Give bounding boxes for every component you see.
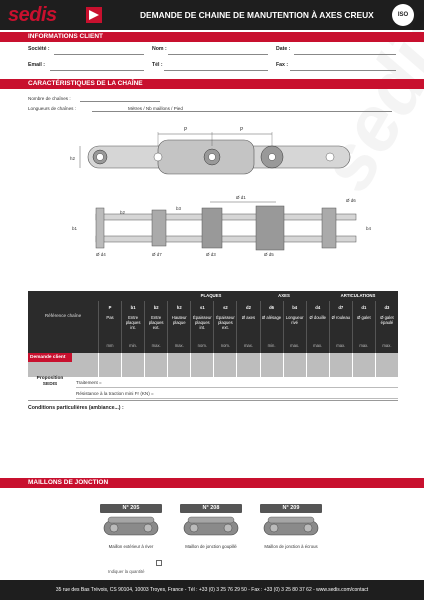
link-image [180,513,242,539]
spec-unit: max. [336,343,346,348]
spec-unit: nom. [197,343,207,348]
link-badge: N° 209 [260,504,322,513]
chain-side-view [70,127,350,174]
chain-diagram [60,118,380,258]
d7-label: Ø d7 [152,252,162,257]
demande-input[interactable] [329,353,352,377]
d1-label: Ø d1 [236,195,246,200]
group-articulations: ARTICULATIONS [340,293,376,298]
demande-input[interactable] [144,353,167,377]
spec-column [352,301,375,353]
spec-column [260,301,283,353]
longueur-chaines-field[interactable] [92,111,392,112]
brand-logo: sedis [8,4,57,26]
link-card [100,504,162,550]
spec-column [98,301,121,353]
spec-column [329,301,352,353]
spec-code: b4 [292,305,298,310]
link-image [100,513,162,539]
demande-input[interactable] [236,353,259,377]
spec-code: b2 [153,305,159,310]
quantity-row [108,560,188,574]
spec-desc: Ø galet épaulé [380,315,394,325]
brand-logo-mark [86,7,102,23]
link-badge: N° 208 [180,504,242,513]
demande-cells [98,353,398,377]
document-title: DEMANDE DE CHAINE DE MANUTENTION À AXES CREUX [140,10,374,20]
footer-address: 35 rue des Bas Trévois, CS 90104, 10003 Troyes, France - Tél : +33 (0) 3 25 76 29 50 - Fax : +33 (0) 3 25 80 37 62 - www.sedis.com/contact [0,580,424,600]
iso-badge: ISO [392,4,414,26]
demande-input[interactable] [98,353,121,377]
spec-unit: max. [290,343,300,348]
date-field[interactable] [294,54,396,55]
section-client-title: INFORMATIONS CLIENT [0,32,424,42]
spec-unit: max. [151,343,161,348]
links-list [100,504,340,564]
spec-code: d6 [269,305,274,310]
nombre-chaines-field[interactable] [80,101,160,102]
demande-input[interactable] [283,353,306,377]
spec-column [375,301,398,353]
spec-desc: Ø rouleau [331,315,350,320]
email-label: Email : [28,62,46,68]
longueur-chaines-hint: Mètres / Nb maillons / Pied [128,106,183,111]
section-links-title: MAILLONS DE JONCTION [0,478,424,488]
chain-section-view [72,195,372,257]
spec-unit: max. [313,343,323,348]
fax-field[interactable] [290,70,396,71]
d4-label: Ø d4 [96,252,106,257]
demande-input[interactable] [190,353,213,377]
spec-column [190,301,213,353]
demande-input[interactable] [121,353,144,377]
spec-unit: min. [129,343,138,348]
d3-label: Ø d3 [206,252,216,257]
b3-label: b3 [176,206,182,211]
spec-desc: Ø alésage [262,315,282,320]
spec-code: d7 [338,305,344,310]
spec-unit: nom. [220,343,231,348]
spec-unit: max. [174,343,184,348]
group-plaques: PLAQUES [200,293,222,298]
b2-label: b2 [120,210,126,215]
spec-unit: mm [106,343,114,348]
spec-column [144,301,167,353]
societe-field[interactable] [54,54,144,55]
spec-desc: Entre plaques int. [125,315,141,330]
spec-desc: Entre plaques ext. [148,315,164,330]
demande-client-label: Demande client [28,353,72,362]
link-card [260,504,322,550]
fax-label: Fax : [276,62,289,68]
pitch-label-2: P [240,127,244,133]
spec-code: d3 [384,305,390,310]
spec-desc: Ø axes [241,315,256,320]
link-caption: Maillon de jonction goupillé [185,544,237,549]
spec-column [121,301,144,353]
spec-desc: Pas [106,315,114,320]
spec-code: b1 [130,305,136,310]
h2-label: h2 [70,156,76,161]
traitement-label: Traitement = [76,380,102,385]
spec-desc: Longueur rivé [285,315,304,325]
spec-desc: Ø galet [357,315,371,320]
link-caption: Maillon de jonction à écrous [264,544,318,549]
nom-label: Nom : [152,46,167,52]
link-image [260,513,322,539]
spec-desc: Hauteur plaque [171,315,187,325]
resistance-field[interactable] [76,398,398,399]
email-field[interactable] [50,70,144,71]
demande-input[interactable] [306,353,329,377]
b4-label: b4 [366,226,372,231]
spec-desc: Épaisseur plaques ext. [216,315,235,330]
spec-code: h2 [176,305,182,310]
resistance-label: Résistance à la traction mini Fr (KN) = [76,391,154,396]
link-badge: N° 205 [100,504,162,513]
spec-code: d1 [361,305,367,310]
quantity-hint: Indiquer la quantité [108,569,145,574]
spec-desc: Épaisseur plaques int. [193,315,212,330]
spec-unit: max. [382,343,392,348]
spec-code: d4 [315,305,321,310]
spec-desc: Ø douille [309,315,326,320]
demande-input[interactable] [167,353,190,377]
societe-label: Société : [28,46,50,52]
d6-label: Ø d6 [346,198,356,203]
spec-unit: min. [267,343,276,348]
nombre-chaines-label: Nombre de chaînes : [28,96,71,101]
spec-code: s1 [199,305,205,310]
b1-label: b1 [72,226,78,231]
spec-code: d2 [246,305,251,310]
longueur-chaines-label: Longueurs de chaînes : [28,106,77,111]
demande-input[interactable] [375,353,398,377]
demande-input[interactable] [352,353,375,377]
spec-code: P [108,305,112,310]
spec-column [306,301,329,353]
spec-code: s2 [223,305,228,310]
nom-field[interactable] [168,54,268,55]
ref-chaine-label: Référence chaîne [44,313,82,318]
traitement-field[interactable] [76,387,398,388]
d5-label: Ø d5 [264,252,274,257]
spec-unit: max. [359,343,369,348]
section-chain-title: CARACTÉRISTIQUES DE LA CHAÎNE [0,79,424,89]
pitch-label-1: P [184,127,188,133]
spec-column [167,301,190,353]
link-card [180,504,242,550]
conditions-label: Conditions particulières (ambiance...) : [28,405,124,411]
demande-input[interactable] [260,353,283,377]
tel-field[interactable] [164,70,268,71]
quantity-box[interactable] [156,560,162,566]
link-caption: Maillon extérieur à river [108,544,154,549]
spec-unit: max. [243,343,254,348]
spec-column [213,301,236,353]
spec-column [236,301,259,353]
group-axes: AXES [278,293,290,298]
tel-label: Tél : [152,62,163,68]
demande-input[interactable] [213,353,236,377]
proposition-sedis-label: Proposition SEDIS [36,376,64,387]
date-label: Date : [276,46,291,52]
spec-column [283,301,306,353]
